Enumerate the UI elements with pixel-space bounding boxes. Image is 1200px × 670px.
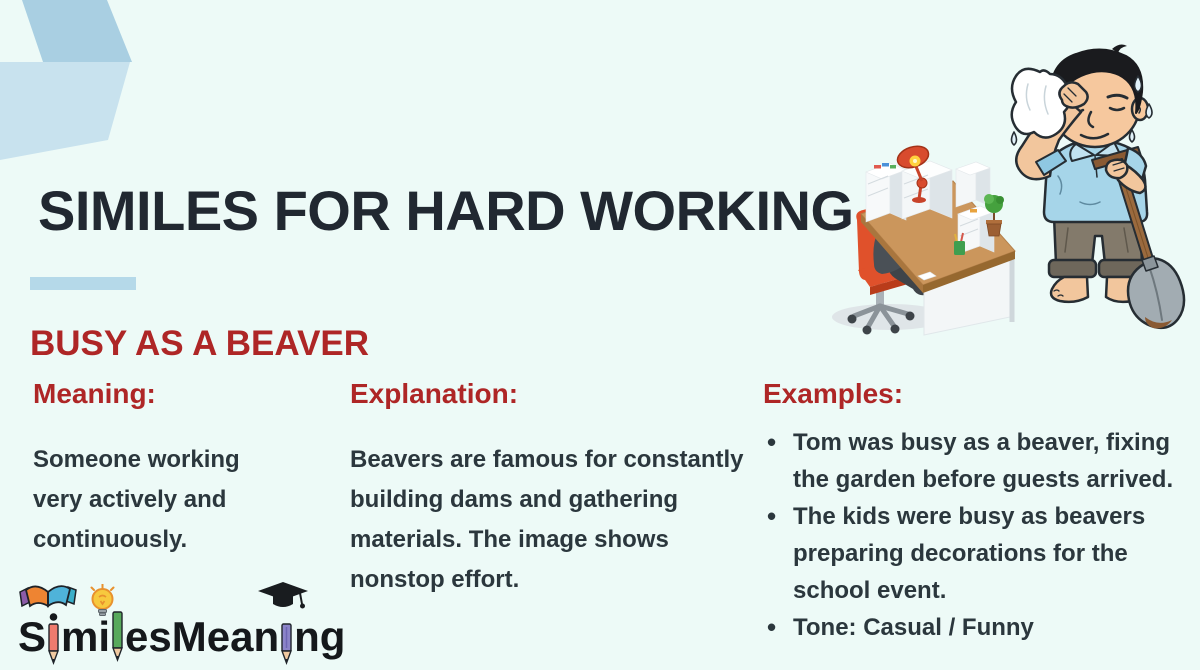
simile-heading: BUSY AS A BEAVER	[30, 324, 370, 363]
red-pencil-letter-i-icon	[47, 613, 60, 665]
explanation-column	[350, 378, 750, 600]
logo-wordmark	[18, 607, 345, 658]
logo-letter: ng	[294, 613, 346, 660]
logo-letter: es	[125, 613, 172, 660]
example-item: • The kids were busy as beavers preparing decorations for the school event.	[763, 498, 1199, 609]
example-item: • Tone: Casual / Funny	[763, 609, 1199, 646]
examples-list	[763, 424, 1199, 646]
examples-label: Examples:	[763, 378, 904, 409]
logo-letter: i	[98, 613, 111, 660]
sweating-man-scene	[1012, 45, 1185, 329]
corner-decoration-dark	[0, 0, 140, 62]
page-title: SIMILES FOR HARD WORKING	[38, 179, 854, 242]
meaning-label: Meaning:	[33, 378, 156, 409]
meaning-text: Someone working very actively and continuously.	[33, 446, 240, 553]
hard-working-illustration	[818, 14, 1200, 346]
office-desk-scene	[832, 143, 1015, 335]
green-pencil-letter-l-icon	[111, 607, 124, 665]
logo-letter: Mean	[171, 613, 280, 660]
similesmeaning-logo	[18, 582, 363, 662]
examples-column	[763, 378, 1199, 646]
corner-decoration-light	[0, 62, 132, 162]
explanation-text: Beavers are famous for constantly building dams and gathering materials. The image shows nonstop effort.	[350, 446, 744, 593]
logo-letter: S	[18, 613, 47, 660]
title-underline	[30, 277, 136, 290]
explanation-label: Explanation:	[350, 378, 519, 409]
purple-pencil-letter-i-icon	[280, 613, 293, 665]
meaning-column	[33, 378, 293, 560]
logo-letter: m	[61, 613, 99, 660]
example-item: • Tom was busy as a beaver, fixing the garden before guests arrived.	[763, 424, 1199, 498]
